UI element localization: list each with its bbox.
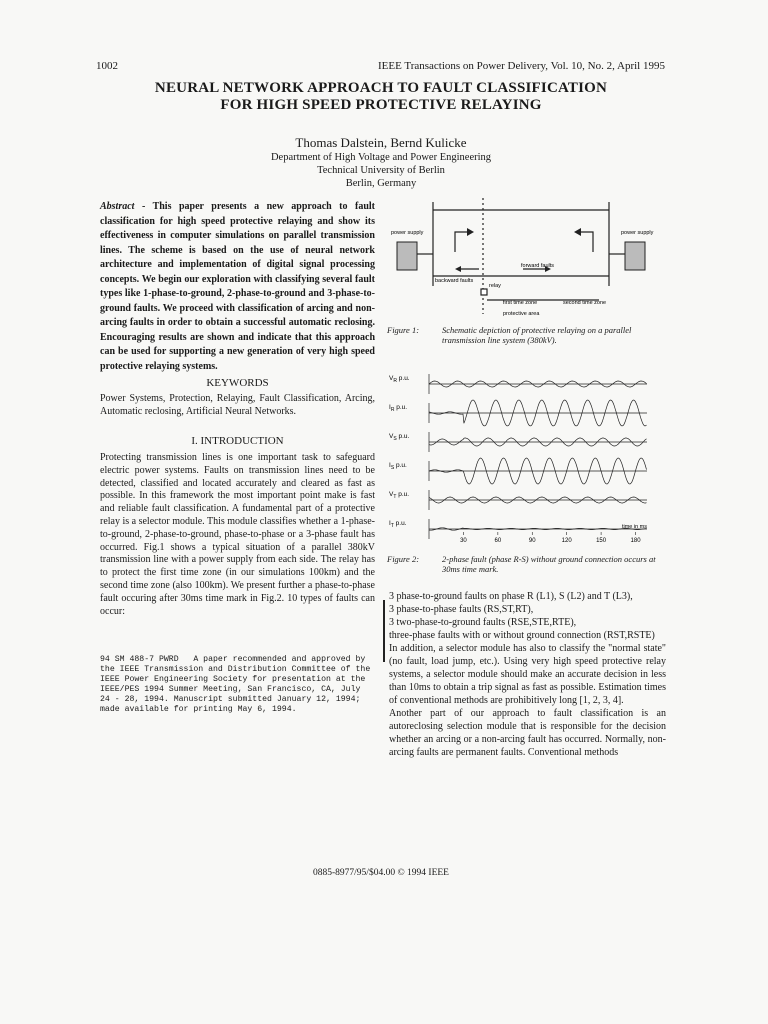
time-tick-label: 60: [494, 538, 502, 544]
right-column-text: [389, 590, 666, 759]
fault-list-item: three-phase faults with or without ground connection (RST,RSTE): [389, 630, 655, 641]
power-supply-right-box: [625, 242, 645, 270]
signal-label: $V_S$ p.u.: [389, 433, 410, 442]
fault-list-item: 3 two-phase-to-ground faults (RSE,STE,RTE),: [389, 617, 577, 628]
arrow-left-icon: [467, 228, 474, 236]
forward-faults-label: forward faults: [521, 263, 555, 269]
signal-label: $I_R$ p.u.: [389, 404, 408, 413]
figure-2-caption: 2-phase fault (phase R-S) without ground connection occurs at 30ms time mark.: [442, 554, 656, 574]
fault-list-item: 3 phase-to-phase faults (RS,ST,RT),: [389, 604, 534, 615]
power-supply-left-box: [397, 242, 417, 270]
protective-area-label: protective area: [503, 311, 540, 317]
figure-1-label: Figure 1:: [387, 325, 420, 335]
paragraph: Another part of our approach to fault classification is an autoreclosing selection module that is responsible for the decision whether an arcing or a non-arcing fault has occurred. Normally, non-arcing faults are permanent faults. Conventional methods: [389, 708, 666, 758]
signal-label: $V_T$ p.u.: [389, 491, 410, 500]
backward-faults-label: backward faults: [435, 278, 474, 284]
power-supply-left-label: power supply: [391, 230, 424, 236]
time-tick-label: 180: [630, 538, 641, 544]
paper-title: [96, 80, 666, 114]
affiliation-line: Department of High Voltage and Power Engineering: [270, 152, 492, 163]
authors: Thomas Dalstein, Bernd Kulicke: [295, 135, 467, 150]
title-line: FOR HIGH SPEED PROTECTIVE RELAYING: [220, 97, 542, 113]
arrow-right-icon: [574, 228, 581, 236]
journal-header: IEEE Transactions on Power Delivery, Vol. 10, No. 2, April 1995: [377, 60, 665, 72]
page-number: 1002: [96, 60, 118, 72]
doi-footer: 0885-8977/95/$04.00 © 1994 IEEE: [313, 868, 449, 878]
fault-list-item: 3 phase-to-ground faults on phase R (L1), S (L2) and T (L3),: [389, 591, 633, 602]
footnote: 94 SM 488-7 PWRD A paper recommended and approved by the IEEE Transmission and Distribution Committee of the IEEE Power Engineering Society for presentation at the IEEE/PES 1994 Summer Meeting, San Francisco, CA, July 24 - 28, 1994. Manuscript submitted January 12, 1994; made available for printing May 6, 1994.: [100, 655, 376, 714]
affiliation-line: Berlin, Germany: [345, 178, 417, 189]
figure-2-label: Figure 2:: [387, 554, 420, 564]
affiliation: [96, 151, 666, 190]
keywords-heading: KEYWORDS: [206, 377, 269, 389]
signal-label: $I_S$ p.u.: [389, 462, 407, 471]
introduction-text: Protecting transmission lines is one important task to safeguard electric power systems. Faults on transmission lines need to be detected, classified and located accurately and cleared as fast as possible. In this framework the most important point make is fast and reliable fault classification. A fundamental part of a protective relay is a selector module. This module classifies whether a 1-phase-to-ground, 2-phase-to-ground, phase-to-phase or a 3-phase fault has occurred. Fig.1 shows a typical situation of a parallel 380kV transmission line with a power supply from each side. The relay has to protect the first time zone (in our simulations 100km) and the second time zone (also 100km). We present further a phase-to-phase fault occuring after 30ms time mark in Fig.2. 10 types of faults can occur:: [100, 452, 376, 617]
power-supply-right-label: power supply: [621, 230, 654, 236]
figure-1-caption: Schematic depiction of protective relaying on a parallel transmission line system (380kV).: [442, 325, 632, 345]
relay-label: relay: [489, 283, 501, 289]
keywords-text: Power Systems, Protection, Relaying, Fault Classification, Arcing, Automatic reclosing, Artificial Neural Networks.: [100, 393, 375, 417]
time-tick-label: 120: [561, 538, 572, 544]
time-tick-label: 30: [460, 538, 467, 544]
affiliation-line: Technical University of Berlin: [317, 165, 445, 176]
introduction-heading: I. INTRODUCTION: [191, 435, 284, 447]
second-time-zone-label: second time zone: [563, 300, 607, 306]
title-line: NEURAL NETWORK APPROACH TO FAULT CLASSIFICATION: [154, 80, 608, 96]
time-tick-label: 150: [596, 538, 607, 544]
abstract-label: Abstract: [100, 201, 135, 212]
paragraph: In addition, a selector module has also to classify the "normal state" (no fault, load jump, etc.). Using very high speed protective relay systems, a selector module should make an accurate decision in less than 10ms to obtain a trip signal as fast as possible. Estimation times of conventional methods are prohibitively long [1, 2, 3, 4].: [389, 643, 666, 706]
time-axis-label: time in ms: [621, 524, 647, 530]
figure-1-diagram: [385, 196, 670, 326]
first-time-zone-label: first time zone: [503, 300, 538, 306]
abstract-text: - This paper presents a new approach to fault classification for high speed protective relaying and show its effectiveness in computer simulations on parallel transmission lines. The scheme is based on the use of neural network architecture and implementation of digital signal processing concepts. We begin our exploration with classifying several fault types like 1-phase-to-ground, 2-phase-to-ground and 3-phase-to-ground faults. We proceed with classification of arcing and non-arcing faults in order to obtain a successful automatic reclosing. Encouraging results are shown and indicate that this approach can be used for supporting a new generation of very high speed protective relaying systems.: [100, 201, 375, 372]
time-tick-label: 90: [528, 538, 536, 544]
signal-label: $V_R$ p.u.: [389, 375, 410, 384]
change-bar: [383, 600, 385, 662]
signal-label: $I_T$ p.u.: [389, 520, 407, 529]
abstract: [100, 200, 375, 374]
figure-2-waveforms: [385, 362, 670, 550]
